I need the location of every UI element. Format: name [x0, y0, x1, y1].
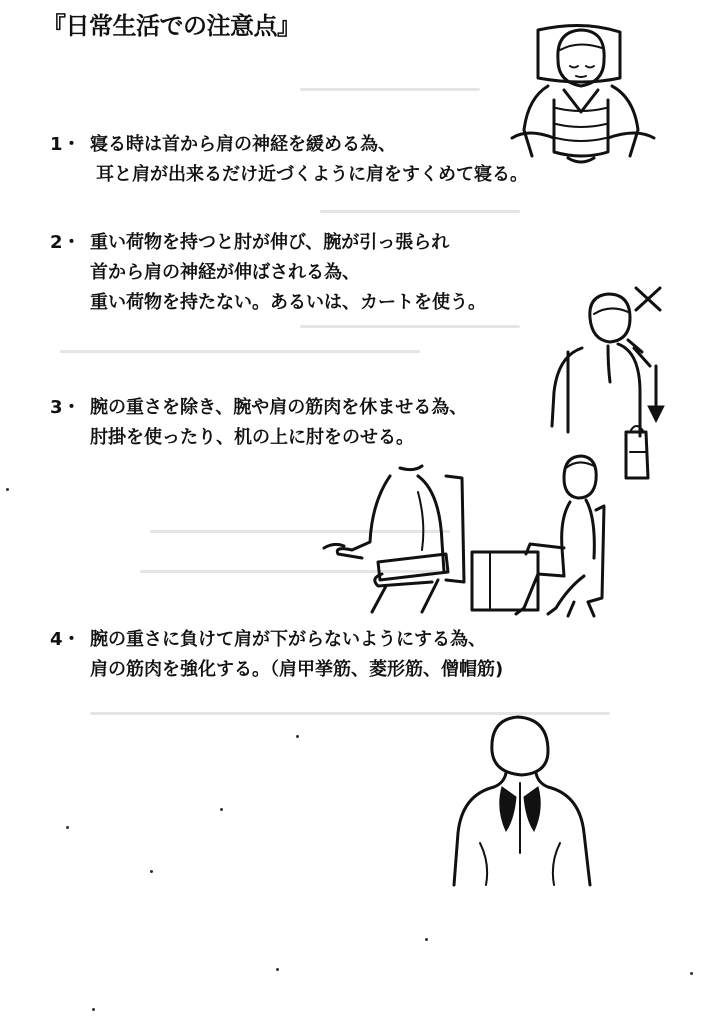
scan-speck	[425, 938, 428, 941]
bleed-through-mark	[60, 350, 420, 353]
desk-elbow-illustration	[468, 448, 613, 620]
tip-line: 重い荷物を持たない。あるいは、カートを使う。	[90, 292, 486, 313]
page-title: 『日常生活での注意点』	[42, 12, 301, 40]
tip-line: 寝る時は首から肩の神経を緩める為、	[90, 134, 396, 155]
armrest-illustration	[322, 462, 467, 617]
scan-speck	[690, 972, 693, 975]
bleed-through-mark	[300, 325, 520, 328]
scan-speck	[276, 968, 279, 971]
bleed-through-mark	[300, 88, 480, 91]
tip-line: 肘掛を使ったり、机の上に肘をのせる。	[90, 427, 414, 448]
scan-speck	[150, 870, 153, 873]
tip-line: 腕の重さを除き、腕や肩の筋肉を休ませる為、	[90, 397, 468, 418]
scan-speck	[220, 808, 223, 811]
scan-speck	[296, 735, 299, 738]
scan-speck	[92, 1008, 95, 1011]
bleed-through-mark	[320, 210, 520, 213]
scan-speck	[66, 826, 69, 829]
sleeping-person-illustration	[508, 20, 658, 165]
shoulder-muscles-illustration	[450, 713, 595, 891]
tip-number: 4・	[50, 629, 81, 650]
tip-number: 3・	[50, 397, 81, 418]
tip-line: 腕の重さに負けて肩が下がらないようにする為、	[90, 629, 486, 650]
tip-line: 重い荷物を持つと肘が伸び、腕が引っ張られ	[90, 232, 450, 253]
tip-line: 首から肩の神経が伸ばされる為、	[90, 262, 360, 283]
tip-line: 耳と肩が出来るだけ近づくように肩をすくめて寝る。	[96, 164, 528, 185]
scan-speck	[6, 488, 9, 491]
tip-line: 肩の筋肉を強化する。（肩甲挙筋、菱形筋、僧帽筋)	[90, 659, 504, 680]
tip-number: 2・	[50, 232, 81, 253]
tip-number: 1・	[50, 134, 81, 155]
